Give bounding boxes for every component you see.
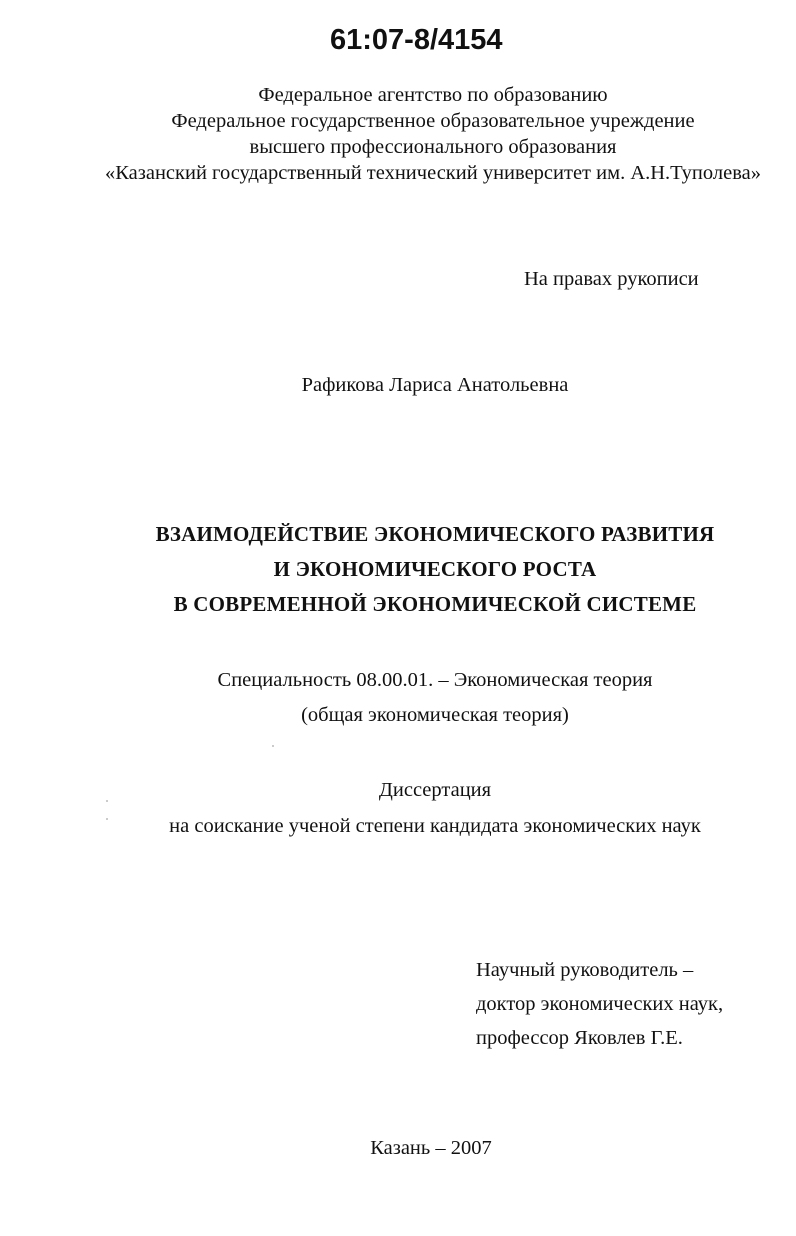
scan-speck (106, 818, 108, 820)
dissertation-title (0, 517, 796, 622)
title-line-3: В СОВРЕМЕННОЙ ЭКОНОМИЧЕСКОЙ СИСТЕМЕ (173, 592, 697, 616)
dissertation-line-1: Диссертация (378, 779, 492, 801)
scan-speck (106, 800, 108, 802)
specialty-block (0, 663, 796, 733)
archive-stamp-code: 61:07-8/4154 (330, 24, 503, 56)
rights-note: На правах рукописи (524, 268, 699, 290)
title-line-2: И ЭКОНОМИЧЕСКОГО РОСТА (273, 557, 597, 581)
title-line-1: ВЗАИМОДЕЙСТВИЕ ЭКОНОМИЧЕСКОГО РАЗВИТИЯ (155, 522, 715, 546)
organization-header (0, 82, 796, 186)
supervisor-line-1: Научный руководитель – (476, 959, 694, 981)
specialty-line-2: (общая экономическая теория) (301, 704, 569, 726)
author-name: Рафикова Лариса Анатольевна (301, 374, 569, 396)
organization-line-1: Федеральное агентство по образованию (258, 84, 608, 106)
place-and-year: Казань – 2007 (370, 1137, 492, 1159)
organization-line-4: «Казанский государственный технический университет им. А.Н.Туполева» (105, 162, 761, 184)
supervisor-line-3: профессор Яковлев Г.Е. (476, 1027, 683, 1049)
supervisor-line-2: доктор экономических наук, (476, 993, 724, 1015)
organization-line-3: высшего профессионального образования (249, 136, 617, 158)
organization-line-2: Федеральное государственное образовательное учреждение (171, 110, 695, 132)
supervisor-block (476, 953, 723, 1055)
scan-speck (272, 745, 274, 747)
dissertation-type-block (0, 772, 796, 844)
dissertation-line-2: на соискание ученой степени кандидата экономических наук (169, 815, 701, 837)
specialty-line-1: Специальность 08.00.01. – Экономическая теория (217, 669, 653, 691)
